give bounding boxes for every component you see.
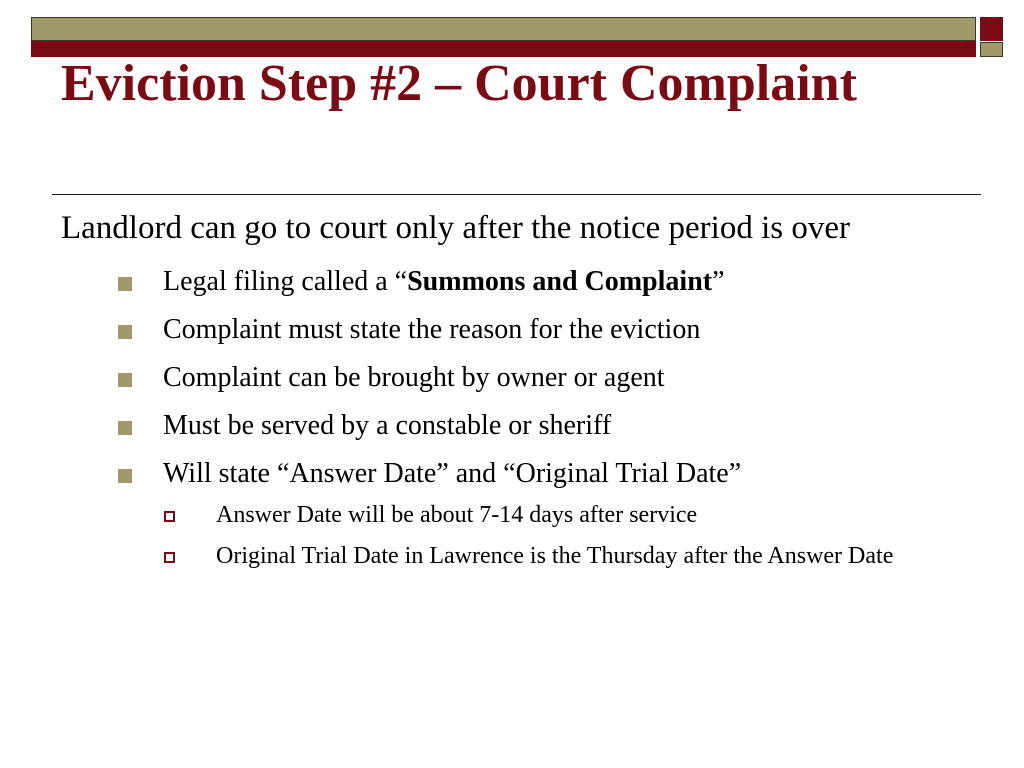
bullet-text: Complaint can be brought by owner or agent [163,362,665,393]
bullet-item [61,456,961,491]
square-bullet-icon [118,421,132,435]
bullet-list [61,264,961,491]
hollow-square-bullet-icon [164,552,175,563]
bullet-text-suffix: ” [712,266,725,297]
bullet-text-bold: Summons and Complaint [407,266,713,297]
bullet-text: Complaint must state the reason for the eviction [163,314,701,345]
square-bullet-icon [118,373,132,387]
square-bullet-icon [118,277,132,291]
slide-title: Eviction Step #2 – Court Complaint [61,55,857,112]
title-divider [52,194,981,195]
corner-square-olive [980,42,1003,57]
header-bar-olive [31,17,976,41]
sub-bullet-item [61,499,961,531]
bullet-text-prefix: Legal filing called a “ [163,266,408,297]
bullet-text: Must be served by a constable or sheriff [163,410,612,441]
sub-bullet-item [61,540,961,572]
bullet-item [61,312,961,347]
hollow-square-bullet-icon [164,511,175,522]
bullet-item [61,360,961,395]
bullet-item [61,264,961,299]
bullet-text: Will state “Answer Date” and “Original Trial Date” [163,458,742,489]
corner-square-maroon [980,17,1003,41]
square-bullet-icon [118,469,132,483]
sub-bullet-text: Answer Date will be about 7-14 days after service [216,502,698,528]
square-bullet-icon [118,325,132,339]
slide-body [61,206,961,581]
bullet-item [61,408,961,443]
sub-bullet-text: Original Trial Date in Lawrence is the Thursday after the Answer Date [216,543,894,569]
sub-bullet-list [61,499,961,572]
main-point: Landlord can go to court only after the notice period is over [61,210,850,246]
